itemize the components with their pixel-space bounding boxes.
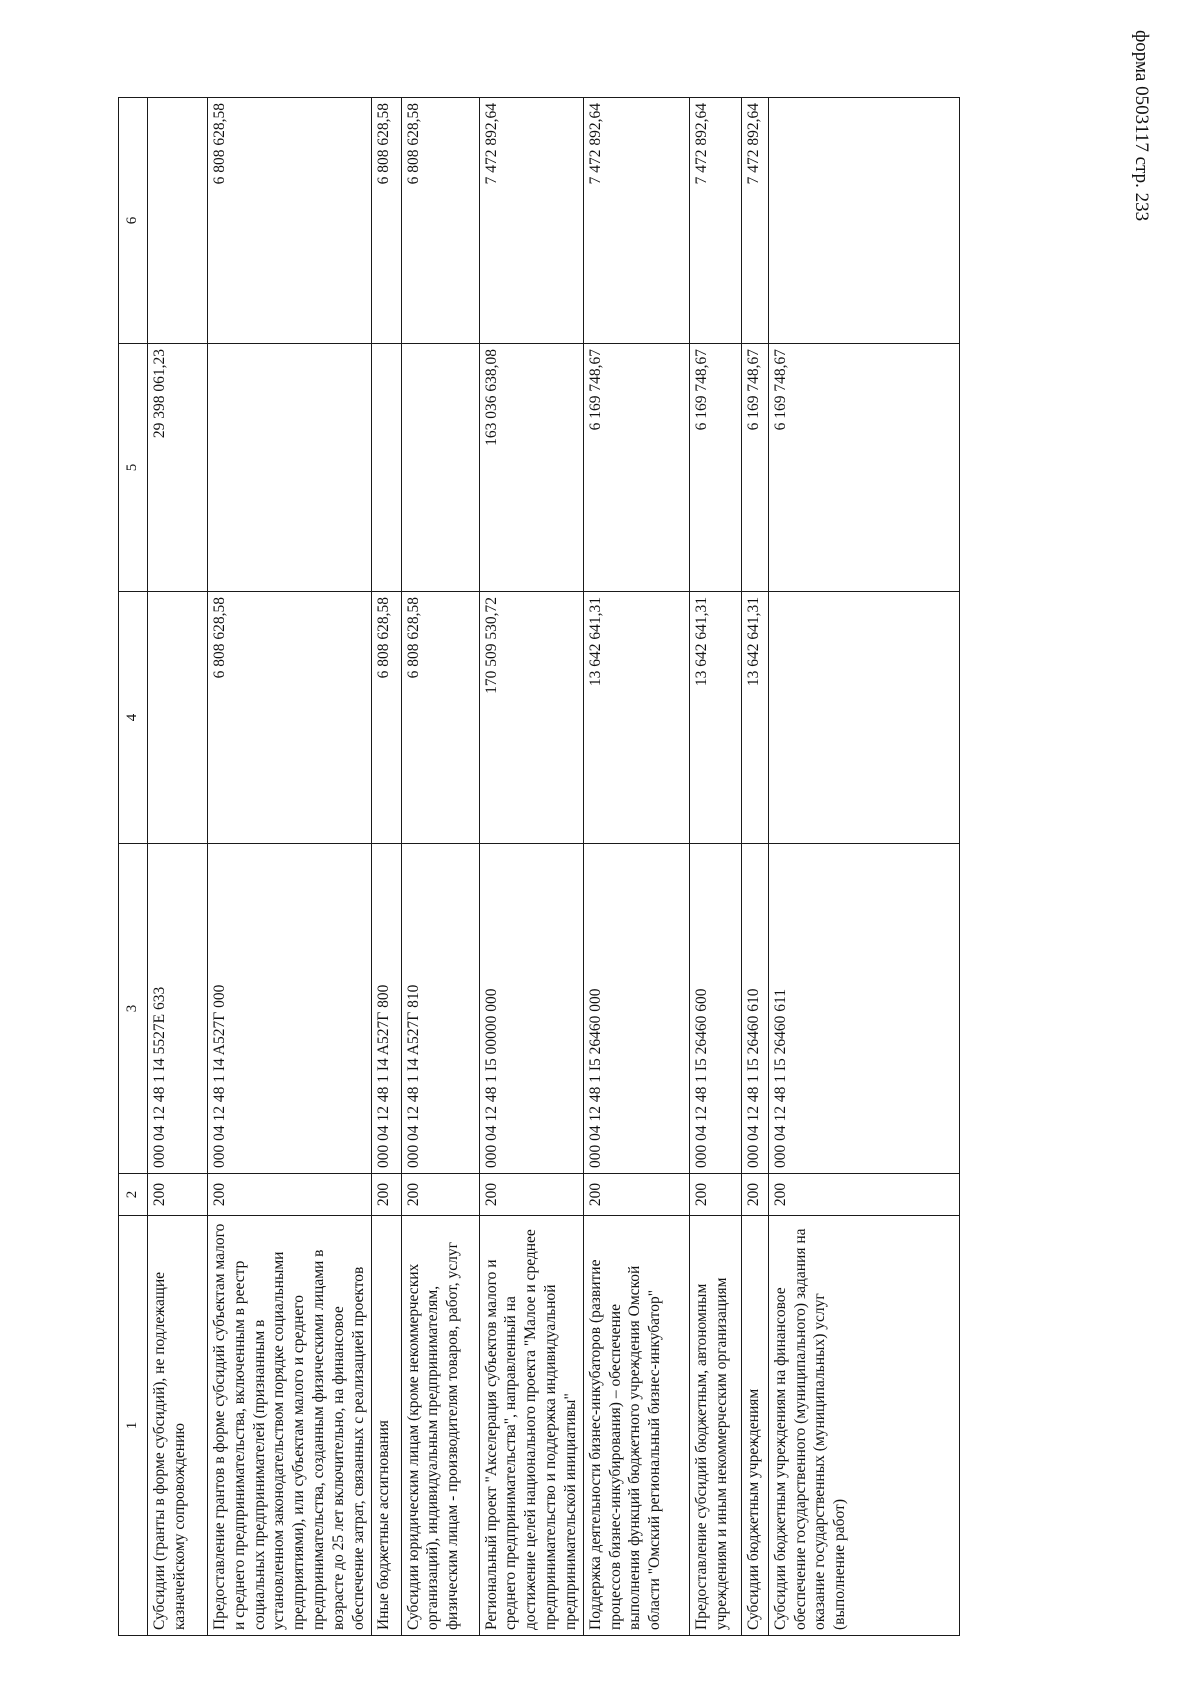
- row-classification-code-cell: 000 04 12 48 1 I5 00000 000: [479, 844, 583, 1174]
- column-header: 2: [119, 1174, 148, 1216]
- table-row: [689, 98, 741, 1636]
- table-row: [148, 98, 208, 1636]
- column-header: 6: [119, 98, 148, 344]
- row-unexecuted-amount-cell: 6 808 628,58: [208, 98, 372, 344]
- column-header: 3: [119, 844, 148, 1174]
- table-row: [401, 98, 479, 1636]
- column-header: 5: [119, 344, 148, 592]
- row-classification-code-cell: 000 04 12 48 1 I5 26460 600: [689, 844, 741, 1174]
- column-header: 1: [119, 1216, 148, 1636]
- row-line-code-cell: 200: [401, 1174, 479, 1216]
- row-name-cell: Субсидии (гранты в форме субсидий), не подлежащие казначейскому сопровождению: [148, 1216, 208, 1636]
- row-name-cell: Субсидии юридическим лицам (кроме некоммерческих организаций), индивидуальным предпринимателям, физическим лицам - производителям товаров, работ, услуг: [401, 1216, 479, 1636]
- row-approved-amount-cell: 6 808 628,58: [401, 592, 479, 844]
- row-name-cell: Предоставление субсидий бюджетным, автономным учреждениям и иным некоммерческим организациям: [689, 1216, 741, 1636]
- row-executed-amount-cell: [371, 344, 401, 592]
- row-executed-amount-cell: 163 036 638,08: [479, 344, 583, 592]
- form-number-label: форма 0503117 стр. 233: [1131, 30, 1152, 222]
- row-name-cell: Иные бюджетные ассигнования: [371, 1216, 401, 1636]
- row-line-code-cell: 200: [689, 1174, 741, 1216]
- row-unexecuted-amount-cell: 6 808 628,58: [401, 98, 479, 344]
- row-unexecuted-amount-cell: 7 472 892,64: [479, 98, 583, 344]
- row-unexecuted-amount-cell: [148, 98, 208, 344]
- table-row: [583, 98, 689, 1636]
- row-classification-code-cell: 000 04 12 48 1 I4 A527Г 000: [208, 844, 372, 1174]
- row-line-code-cell: 200: [583, 1174, 689, 1216]
- row-name-cell: Региональный проект "Акселерация субъектов малого и среднего предпринимательства", направленный на достижение целей национального проекта "Малое и среднее предпринимательство и поддержка индивидуальной предпринимательской инициативы": [479, 1216, 583, 1636]
- row-name-cell: Поддержка деятельности бизнес-инкубаторов (развитие процессов бизнес-инкубирования) – обеспечение выполнения функций бюджетного учреждения Омской области "Омский региональный бизнес-инкубатор": [583, 1216, 689, 1636]
- row-approved-amount-cell: [148, 592, 208, 844]
- table-row: [208, 98, 372, 1636]
- row-approved-amount-cell: [768, 592, 959, 844]
- row-executed-amount-cell: 6 169 748,67: [741, 344, 768, 592]
- row-approved-amount-cell: 13 642 641,31: [689, 592, 741, 844]
- row-line-code-cell: 200: [768, 1174, 959, 1216]
- row-line-code-cell: 200: [479, 1174, 583, 1216]
- row-approved-amount-cell: 170 509 530,72: [479, 592, 583, 844]
- row-unexecuted-amount-cell: 7 472 892,64: [583, 98, 689, 344]
- row-line-code-cell: 200: [208, 1174, 372, 1216]
- row-classification-code-cell: 000 04 12 48 1 I5 26460 611: [768, 844, 959, 1174]
- row-executed-amount-cell: 29 398 061,23: [148, 344, 208, 592]
- row-classification-code-cell: 000 04 12 48 1 I4 5527E 633: [148, 844, 208, 1174]
- row-executed-amount-cell: [401, 344, 479, 592]
- row-classification-code-cell: 000 04 12 48 1 I4 A527Г 800: [371, 844, 401, 1174]
- row-name-cell: Предоставление грантов в форме субсидий субъектам малого и среднего предпринимательства, включенным в реестр социальных предпринимателей (признанным в установленном законодательством порядке социальными предприятиями), или субъектам малого и среднего предпринимательства, созданным физическими лицами в возрасте до 25 лет включительно, на финансовое обеспечение затрат, связанных с реализацией проектов: [208, 1216, 372, 1636]
- row-approved-amount-cell: 6 808 628,58: [208, 592, 372, 844]
- row-line-code-cell: 200: [148, 1174, 208, 1216]
- row-unexecuted-amount-cell: 7 472 892,64: [689, 98, 741, 344]
- row-unexecuted-amount-cell: 6 808 628,58: [371, 98, 401, 344]
- table-row: [479, 98, 583, 1636]
- row-classification-code-cell: 000 04 12 48 1 I4 A527Г 810: [401, 844, 479, 1174]
- row-approved-amount-cell: 13 642 641,31: [741, 592, 768, 844]
- row-approved-amount-cell: 13 642 641,31: [583, 592, 689, 844]
- row-executed-amount-cell: 6 169 748,67: [689, 344, 741, 592]
- header-row: [119, 98, 148, 1636]
- row-unexecuted-amount-cell: [768, 98, 959, 344]
- table-row: [371, 98, 401, 1636]
- row-line-code-cell: 200: [371, 1174, 401, 1216]
- row-classification-code-cell: 000 04 12 48 1 I5 26460 610: [741, 844, 768, 1174]
- row-executed-amount-cell: 6 169 748,67: [583, 344, 689, 592]
- row-unexecuted-amount-cell: 7 472 892,64: [741, 98, 768, 344]
- row-classification-code-cell: 000 04 12 48 1 I5 26460 000: [583, 844, 689, 1174]
- table-row: [741, 98, 768, 1636]
- row-executed-amount-cell: [208, 344, 372, 592]
- report-table-frame: [118, 98, 960, 1636]
- report-table: [118, 97, 960, 1636]
- row-name-cell: Субсидии бюджетным учреждениям на финансовое обеспечение государственного (муниципального) задания на оказание государственных (муниципальных) услуг (выполнение работ): [768, 1216, 959, 1636]
- table-row: [768, 98, 959, 1636]
- column-header: 4: [119, 592, 148, 844]
- row-executed-amount-cell: 6 169 748,67: [768, 344, 959, 592]
- table-body: [148, 98, 960, 1636]
- row-approved-amount-cell: 6 808 628,58: [371, 592, 401, 844]
- row-line-code-cell: 200: [741, 1174, 768, 1216]
- rotated-page: [118, 98, 960, 1636]
- row-name-cell: Субсидии бюджетным учреждениям: [741, 1216, 768, 1636]
